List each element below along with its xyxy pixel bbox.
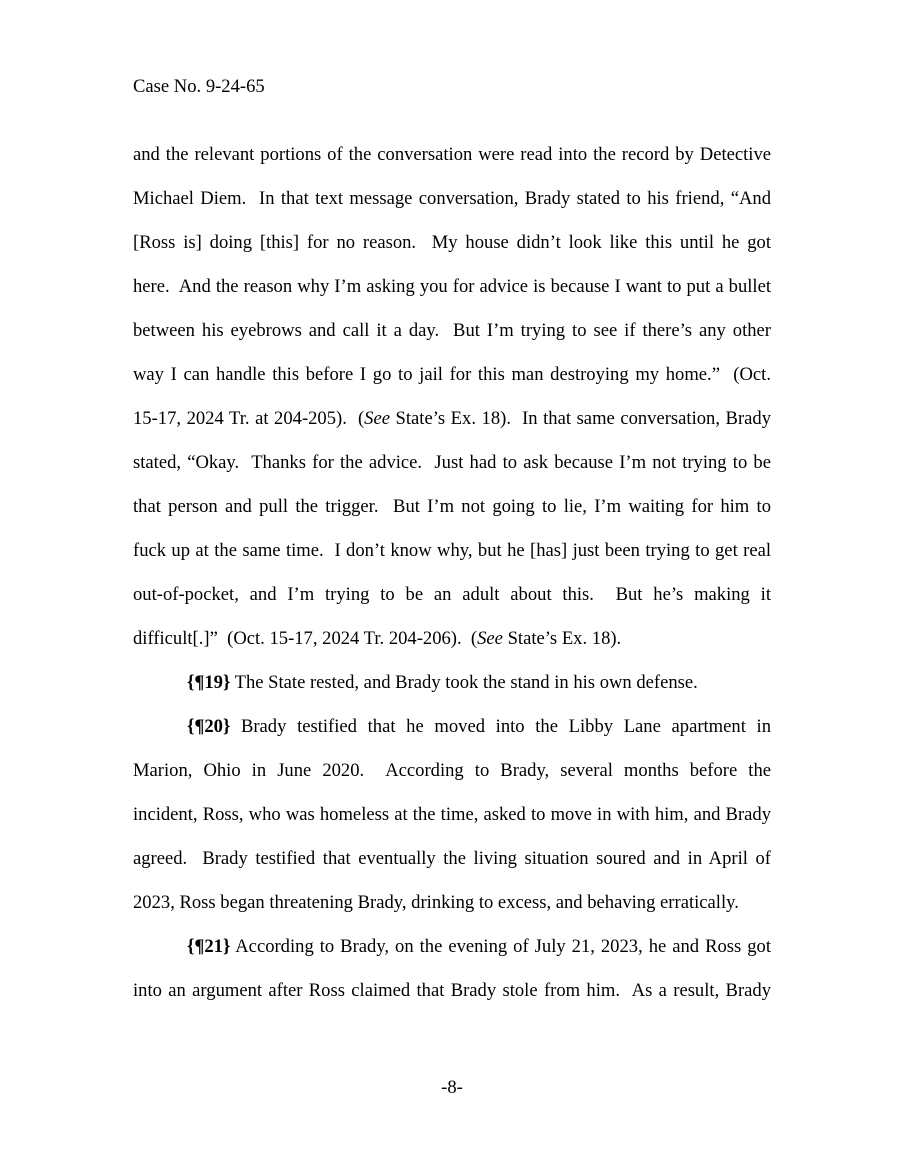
text-line: [133, 627, 771, 671]
citation-text: State’s Ex. 18). In that same conversation, Brady: [389, 408, 771, 429]
text-line: here. And the reason why I’m asking you for advice is because I want to put a bullet: [133, 276, 771, 297]
citation-text: 15-17, 2024 Tr. at 204-205). (: [133, 408, 365, 429]
paragraph-21: [133, 935, 771, 979]
text-line: incident, Ross, who was homeless at the time, asked to move in with him, and Brady: [133, 804, 771, 825]
text-line: between his eyebrows and call it a day. But I’m trying to see if there’s any other: [133, 320, 771, 341]
paragraph-text: Brady testified that he moved into the Libby Lane apartment in: [230, 716, 771, 737]
document-body: [133, 143, 771, 1023]
text-line: 2023, Ross began threatening Brady, drinking to excess, and behaving erratically.: [133, 892, 739, 913]
text-line: that person and pull the trigger. But I’m not going to lie, I’m waiting for him to: [133, 496, 771, 517]
text-line: into an argument after Ross claimed that Brady stole from him. As a result, Brady: [133, 980, 771, 1001]
page-number: -8-: [441, 1077, 463, 1098]
paragraph-20: [133, 715, 771, 759]
paragraph-marker: {¶19}: [187, 672, 231, 693]
text-line: [Ross is] doing [this] for no reason. My house didn’t look like this until he got: [133, 232, 771, 253]
text-line: out-of-pocket, and I’m trying to be an adult about this. But he’s making it: [133, 584, 771, 605]
case-number-header: Case No. 9-24-65: [133, 76, 265, 97]
citation-text: State’s Ex. 18).: [502, 628, 622, 649]
text-line: Marion, Ohio in June 2020. According to Brady, several months before the: [133, 760, 771, 781]
paragraph-marker: {¶20}: [187, 716, 231, 737]
see-signal: See: [364, 408, 390, 429]
text-line: way I can handle this before I go to jail for this man destroying my home.” (Oct.: [133, 364, 771, 385]
text-line: [133, 407, 771, 451]
text-line: agreed. Brady testified that eventually the living situation soured and in April of: [133, 848, 771, 869]
text-line: fuck up at the same time. I don’t know why, but he [has] just been trying to get real: [133, 540, 771, 561]
paragraph-text: According to Brady, on the evening of July 21, 2023, he and Ross got: [230, 936, 771, 957]
citation-text: difficult[.]” (Oct. 15-17, 2024 Tr. 204-206). (: [133, 628, 478, 649]
see-signal: See: [477, 628, 503, 649]
paragraph-text: The State rested, and Brady took the stand in his own defense.: [230, 672, 698, 693]
text-line: and the relevant portions of the conversation were read into the record by Detective: [133, 144, 771, 165]
text-line: Michael Diem. In that text message conversation, Brady stated to his friend, “And: [133, 188, 771, 209]
text-line: stated, “Okay. Thanks for the advice. Just had to ask because I’m not trying to be: [133, 452, 771, 473]
paragraph-19: [133, 671, 771, 715]
paragraph-marker: {¶21}: [187, 936, 231, 957]
